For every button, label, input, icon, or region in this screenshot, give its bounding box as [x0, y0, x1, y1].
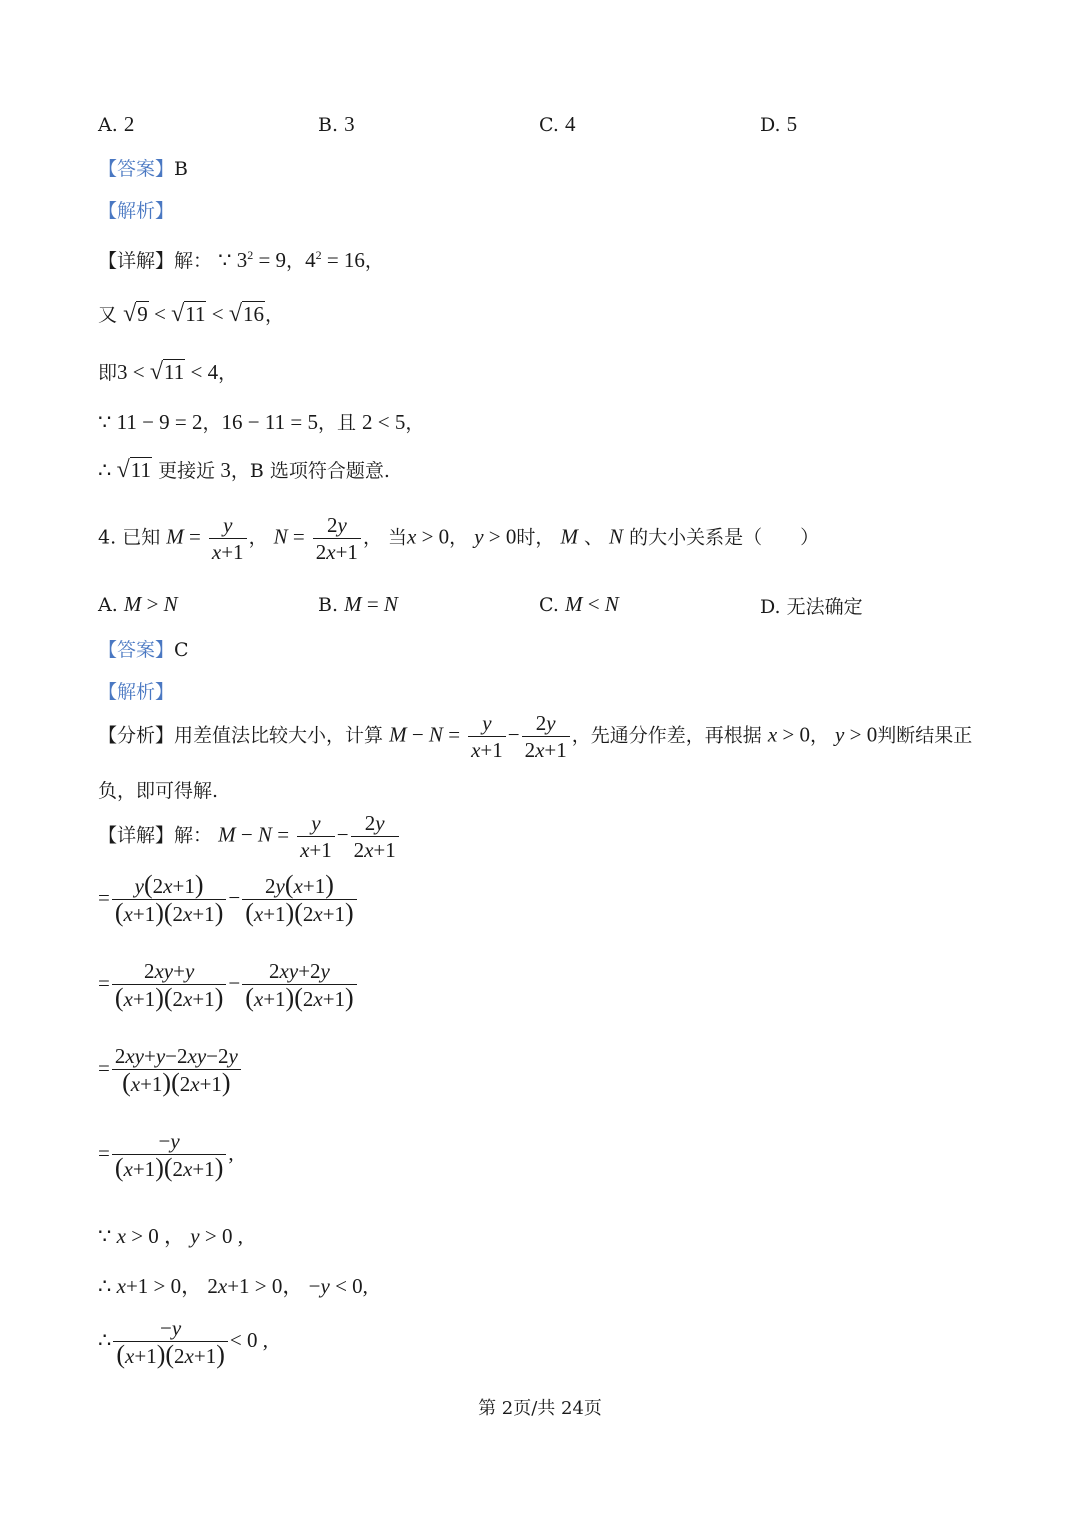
q3-option-c: C. 4 [539, 112, 576, 136]
q4-fenxi-line1: 【分析】用差值法比较大小，计算 M − N = $\frac{y}{x+1}$ − $\frac{2y}{2x+1}$ ，先通分作差，再根据 x > 0， y > 0判断结果正 [98, 711, 973, 762]
q4-step-3: = $\frac{2xy+y-2xy-2y}{(x+1)(2x+1)}$ [98, 1043, 243, 1097]
q3-detail-line5: ∴ √11 更接近 3，B 选项符合题意. [98, 457, 390, 483]
q3-detail-line1: 【详解】解： ∵ $3^2 = 9$，$4^2 = 16$， [98, 248, 384, 272]
q4-option-c: C. M < N [539, 592, 619, 616]
q3-answer: 【答案】B [98, 158, 188, 180]
q4-answer: 【答案】C [98, 639, 189, 661]
q3-option-a: A. 2 [98, 112, 135, 136]
q3-detail-line3: 即3 < √11 < 4， [98, 359, 238, 385]
q4-question: 4. 已知 M = $\frac{y}{x+1}$ ， N = $\frac{2y}{2x+1}$ ， 当x > 0， y > 0时， M 、 N 的大小关系是（ ） [98, 513, 820, 564]
q4-step-1: = $\frac{y(2x+1)}{(x+1)(2x+1)}$ − $\frac{2y(x+1)}{(x+1)(2x+1)}$ [98, 872, 359, 927]
q3-detail-line2: 又 √9 < √11 < √16， [98, 301, 285, 327]
q4-fenxi-line2: 负，即可得解. [98, 780, 219, 802]
q4-option-a: A. M > N [98, 592, 178, 616]
q4-option-b: B. M = N [318, 592, 398, 616]
q3-analysis-tag: 【解析】 [98, 200, 175, 222]
q4-option-d: D. 无法确定 [760, 596, 863, 618]
q3-option-d: D. 5 [760, 112, 798, 136]
q4-step-4: = $\frac{-y}{(x+1)(2x+1)}$ , [98, 1129, 234, 1182]
q4-analysis-tag: 【解析】 [98, 681, 175, 703]
q4-detail-line1: 【详解】解： M − N = $\frac{y}{x+1}$ − $\frac{2y}{2x+1}$ [98, 810, 401, 863]
q4-step-2: = $\frac{2xy+y}{(x+1)(2x+1)}$ − $\frac{2xy+2y}{(x+1)(2x+1)}$ [98, 958, 359, 1012]
q4-step-5: ∵ x > 0 ， y > 0 , [98, 1224, 243, 1248]
page-footer: 第 2页/共 24页 [478, 1398, 602, 1419]
q3-detail-line4: ∵ 11 − 9 = 2，16 − 11 = 5，且 2 < 5， [98, 410, 425, 434]
q4-step-6: ∴ x+1 > 0， 2x+1 > 0， −y < 0, [98, 1274, 368, 1298]
q3-option-b: B. 3 [318, 112, 355, 136]
q4-step-7: ∴ $\frac{-y}{(x+1)(2x+1)}$ < 0 , [98, 1316, 268, 1369]
